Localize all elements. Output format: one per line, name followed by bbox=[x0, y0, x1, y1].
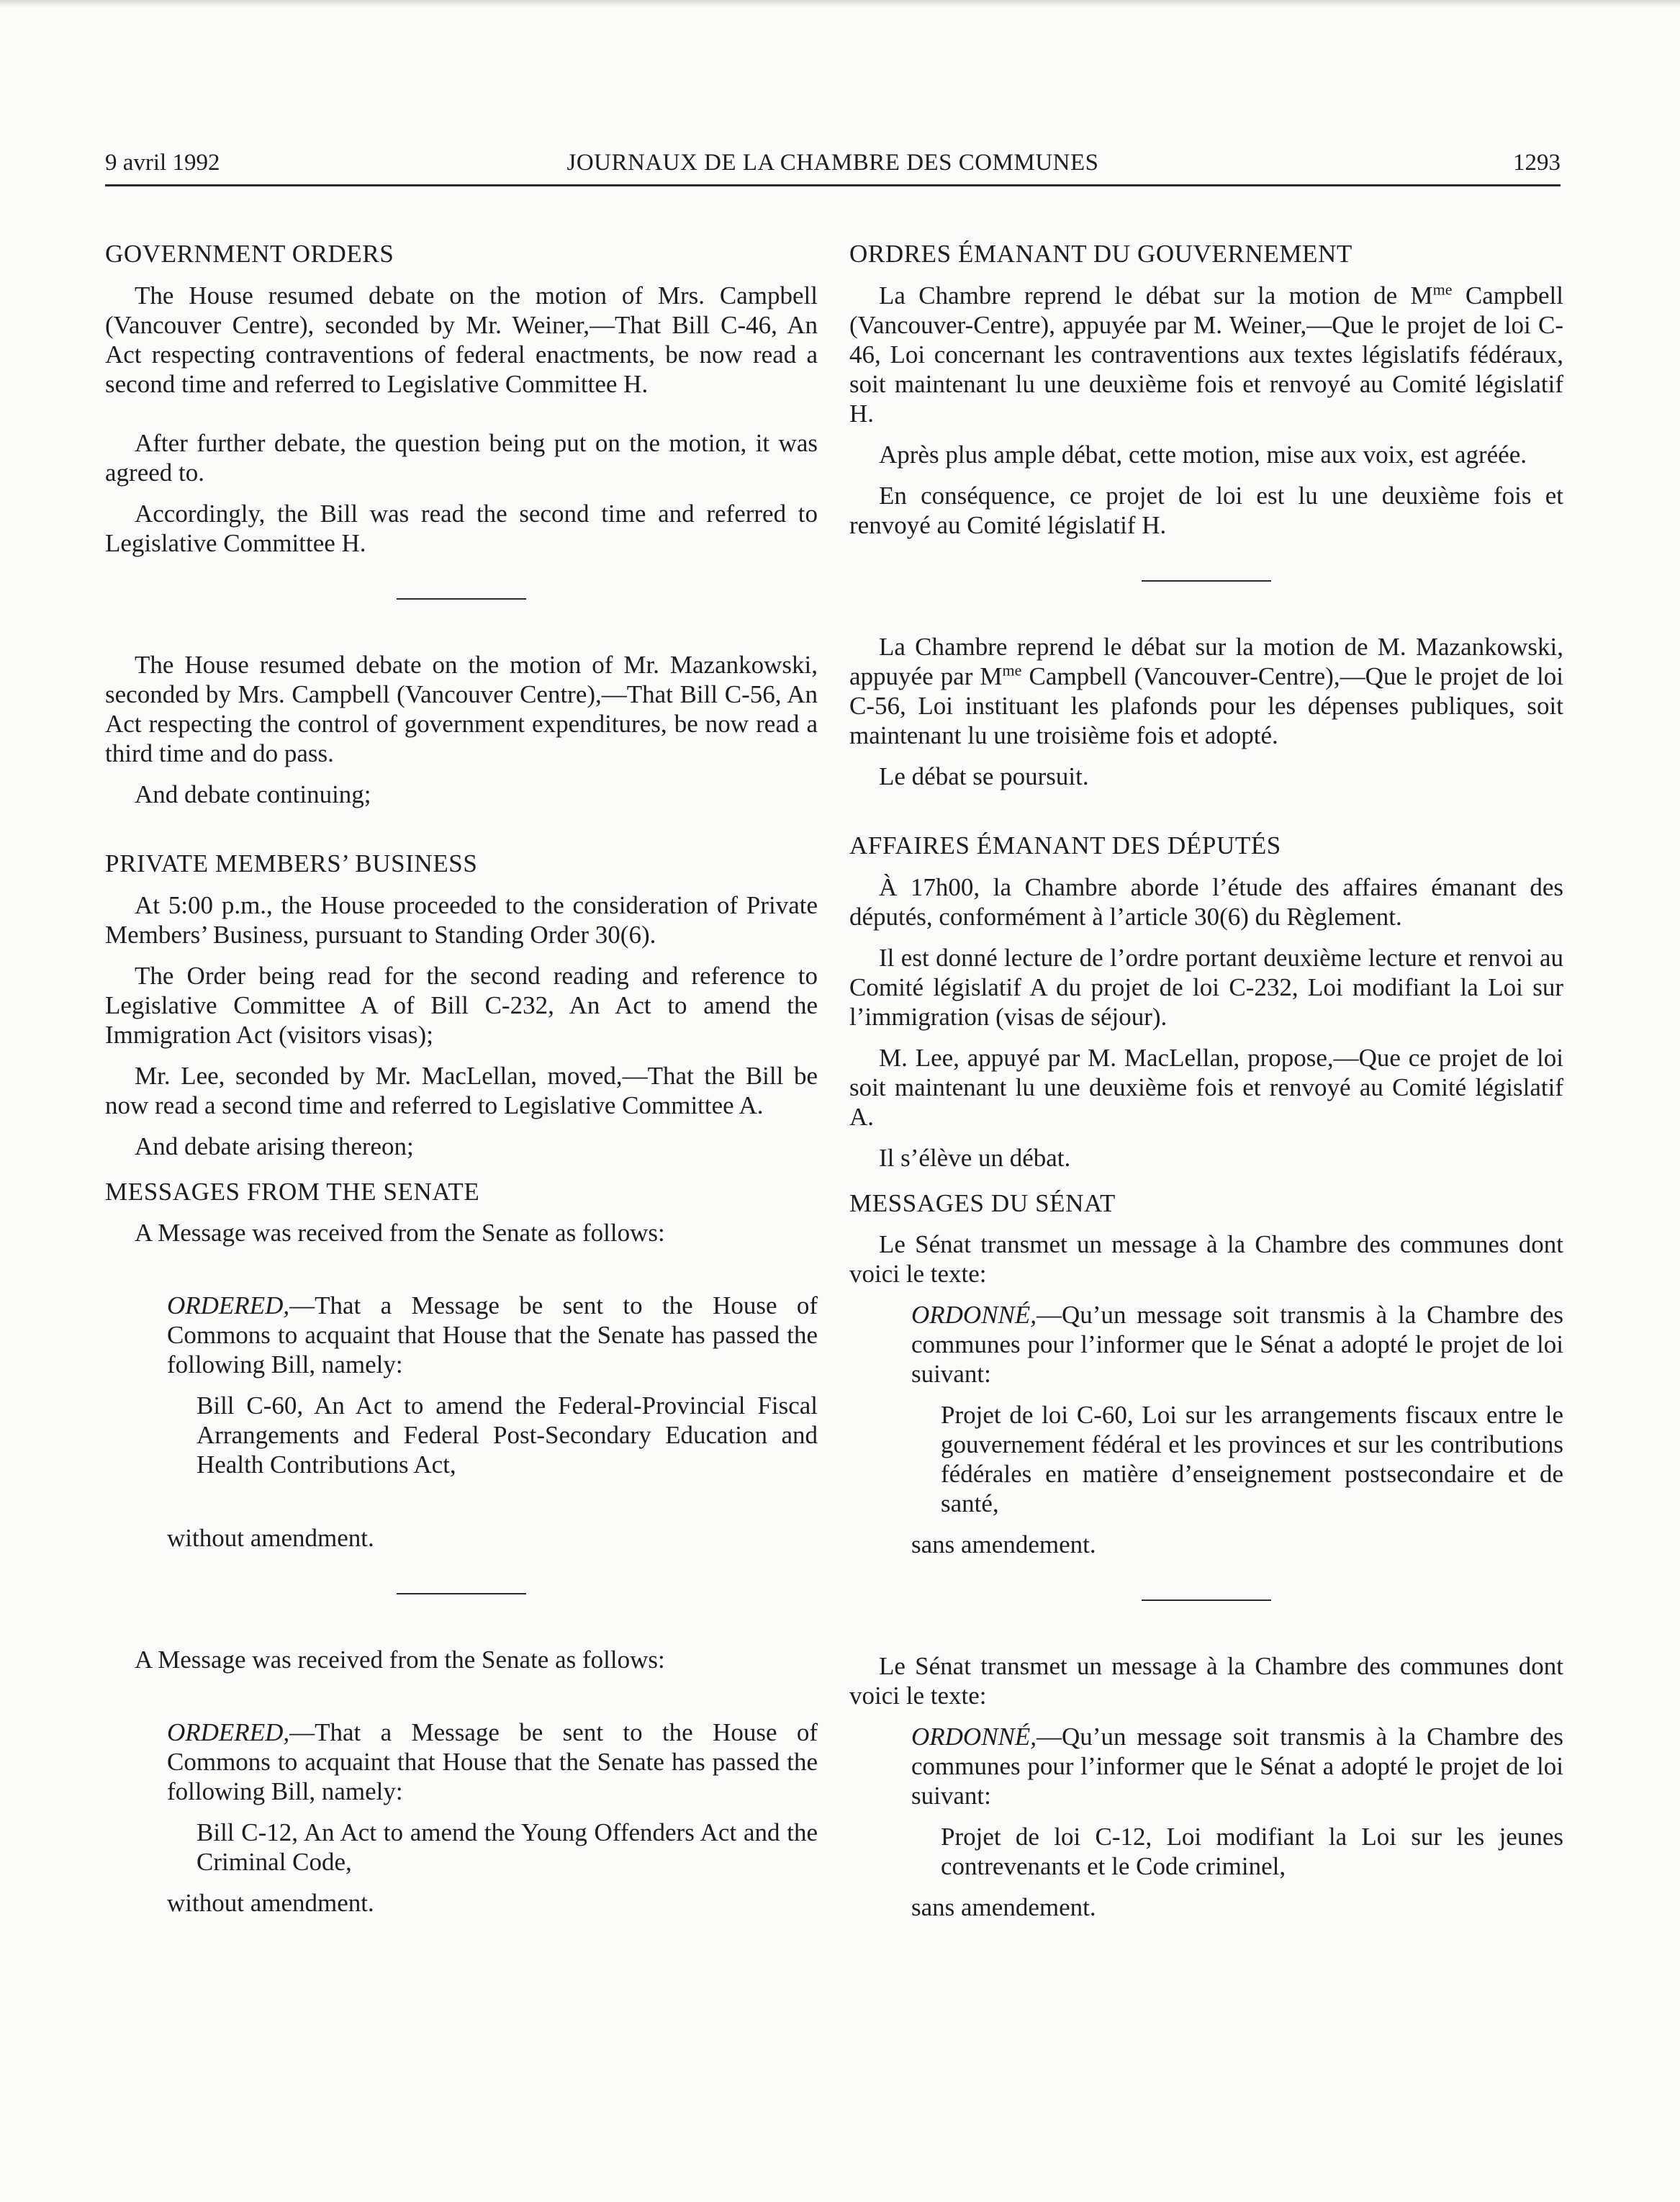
ordonne-label: ORDONNÉ, bbox=[911, 1723, 1037, 1751]
text-run: La Chambre reprend le débat sur la motion de M. Mazankowski, appuyée par M bbox=[849, 633, 1563, 690]
heading-private-members-business: PRIVATE MEMBERS’ BUSINESS bbox=[105, 849, 478, 877]
paragraph: Le Sénat transmet un message à la Chambre des communes dont voici le texte: bbox=[849, 1230, 1563, 1288]
paragraph: The House resumed debate on the motion of Mrs. Campbell (Vancouver Centre), seconded by Mr. Weiner,—That Bill C-46, An Act respecting contraventions of federal enactments, be now read a second time and referred to Legislative Committee H. bbox=[105, 281, 818, 398]
order-paragraph bbox=[911, 1722, 1563, 1810]
order-paragraph bbox=[911, 1300, 1563, 1389]
paragraph: The Order being read for the second reading and reference to Legislative Committee A of Bill C-232, An Act to amend the Immigration Act (visitors visas); bbox=[105, 962, 818, 1049]
heading-ordres-gouvernement: ORDRES ÉMANANT DU GOUVERNEMENT bbox=[849, 240, 1352, 268]
section-rule bbox=[1142, 1599, 1271, 1601]
paragraph: A Message was received from the Senate as follows: bbox=[135, 1219, 665, 1247]
heading-affaires-deputes: AFFAIRES ÉMANANT DES DÉPUTÉS bbox=[849, 831, 1281, 859]
order-paragraph bbox=[167, 1291, 818, 1379]
paragraph bbox=[849, 281, 1563, 428]
english-column bbox=[105, 239, 818, 1918]
paragraph: And debate continuing; bbox=[135, 780, 371, 808]
section-rule bbox=[397, 1593, 526, 1594]
paragraph: Il s’élève un débat. bbox=[879, 1144, 1071, 1172]
paragraph: À 17h00, la Chambre aborde l’étude des affaires émanant des députés, conformément à l’article 30(6) du Règlement. bbox=[849, 873, 1563, 931]
paragraph bbox=[849, 632, 1563, 750]
heading-government-orders: GOVERNMENT ORDERS bbox=[105, 240, 394, 268]
paragraph: En conséquence, ce projet de loi est lu une deuxième fois et renvoyé au Comité législatif H. bbox=[849, 482, 1563, 539]
paragraph: without amendment. bbox=[167, 1524, 374, 1552]
paragraph: After further debate, the question being put on the motion, it was agreed to. bbox=[105, 429, 818, 487]
ordered-label: ORDERED, bbox=[167, 1291, 290, 1319]
section-rule bbox=[397, 598, 526, 600]
text-run: La Chambre reprend le débat sur la motion de M bbox=[879, 281, 1433, 310]
page-number: 1293 bbox=[1513, 150, 1561, 176]
paragraph: A Message was received from the Senate as follows: bbox=[135, 1646, 665, 1674]
bill-paragraph: Bill C-12, An Act to amend the Young Offenders Act and the Criminal Code, bbox=[197, 1818, 818, 1876]
superscript: me bbox=[1002, 661, 1022, 680]
paragraph: At 5:00 p.m., the House proceeded to the consideration of Private Members’ Business, pursuant to Standing Order 30(6). bbox=[105, 891, 818, 949]
paragraph: The House resumed debate on the motion of Mr. Mazankowski, seconded by Mrs. Campbell (Vancouver Centre),—That Bill C-56, An Act respecting the control of government expenditures, be now read a third time and do pass. bbox=[105, 651, 818, 767]
page-header bbox=[105, 147, 1561, 186]
order-paragraph bbox=[167, 1718, 818, 1806]
paragraph: sans amendement. bbox=[911, 1893, 1096, 1921]
bill-paragraph: Projet de loi C-60, Loi sur les arrangements fiscaux entre le gouvernement fédéral et les provinces et sur les contributions fédérales en matière d’enseignement postsecondaire et de santé, bbox=[941, 1401, 1563, 1517]
paragraph: M. Lee, appuyé par M. MacLellan, propose,—Que ce projet de loi soit maintenant lu une deuxième fois et renvoyé au Comité législatif A. bbox=[849, 1044, 1563, 1131]
paragraph: Il est donné lecture de l’ordre portant deuxième lecture et renvoi au Comité législatif A du projet de loi C-232, Loi modifiant la Loi sur l’immigration (visas de séjour). bbox=[849, 944, 1563, 1031]
superscript: me bbox=[1432, 280, 1453, 299]
bill-paragraph: Projet de loi C-12, Loi modifiant la Loi sur les jeunes contrevenants et le Code criminel, bbox=[941, 1823, 1563, 1880]
paragraph: Le débat se poursuit. bbox=[879, 762, 1089, 790]
header-title: JOURNAUX DE LA CHAMBRE DES COMMUNES bbox=[566, 150, 1099, 176]
heading-messages-du-senat: MESSAGES DU SÉNAT bbox=[849, 1189, 1116, 1217]
order-text: —Qu’un message soit transmis à la Chambre des communes pour l’informer que le Sénat a adopté le projet de loi suivant: bbox=[911, 1301, 1563, 1388]
paragraph: Accordingly, the Bill was read the second time and referred to Legislative Committee H. bbox=[105, 500, 818, 557]
text-run: Campbell (Vancouver-Centre), appuyée par M. Weiner,—Que le projet de loi C-46, Loi concernant les contraventions aux textes législatifs fédéraux, soit maintenant lu une deuxième fois et renvoyé au Comité législatif H. bbox=[849, 281, 1563, 428]
text-run: Campbell (Vancouver-Centre),—Que le projet de loi C-56, Loi instituant les plafonds pour les dépenses publiques, soit maintenant lu une troisième fois et adopté. bbox=[849, 662, 1563, 749]
order-text: —Qu’un message soit transmis à la Chambre des communes pour l’informer que le Sénat a adopté le projet de loi suivant: bbox=[911, 1723, 1563, 1810]
scan-edge bbox=[0, 0, 1680, 7]
paragraph: And debate arising thereon; bbox=[135, 1132, 414, 1160]
ordered-label: ORDERED, bbox=[167, 1718, 290, 1746]
ordonne-label: ORDONNÉ, bbox=[911, 1301, 1037, 1329]
paragraph: Mr. Lee, seconded by Mr. MacLellan, moved,—That the Bill be now read a second time and referred to Legislative Committee A. bbox=[105, 1062, 818, 1119]
order-text: —That a Message be sent to the House of Commons to acquaint that House that the Senate has passed the following Bill, namely: bbox=[167, 1291, 818, 1378]
bill-paragraph: Bill C-60, An Act to amend the Federal-Provincial Fiscal Arrangements and Federal Post-Secondary Education and Health Contributions Act, bbox=[197, 1391, 818, 1479]
order-text: —That a Message be sent to the House of Commons to acquaint that House that the Senate has passed the following Bill, namely: bbox=[167, 1718, 818, 1805]
french-column bbox=[849, 239, 1563, 1922]
section-rule bbox=[1142, 580, 1271, 582]
paragraph: Après plus ample débat, cette motion, mise aux voix, est agréée. bbox=[879, 441, 1527, 469]
paragraph: Le Sénat transmet un message à la Chambre des communes dont voici le texte: bbox=[849, 1652, 1563, 1710]
paragraph: sans amendement. bbox=[911, 1530, 1096, 1558]
heading-messages-from-senate: MESSAGES FROM THE SENATE bbox=[105, 1178, 480, 1206]
header-date: 9 avril 1992 bbox=[105, 150, 220, 176]
paragraph: without amendment. bbox=[167, 1889, 374, 1917]
